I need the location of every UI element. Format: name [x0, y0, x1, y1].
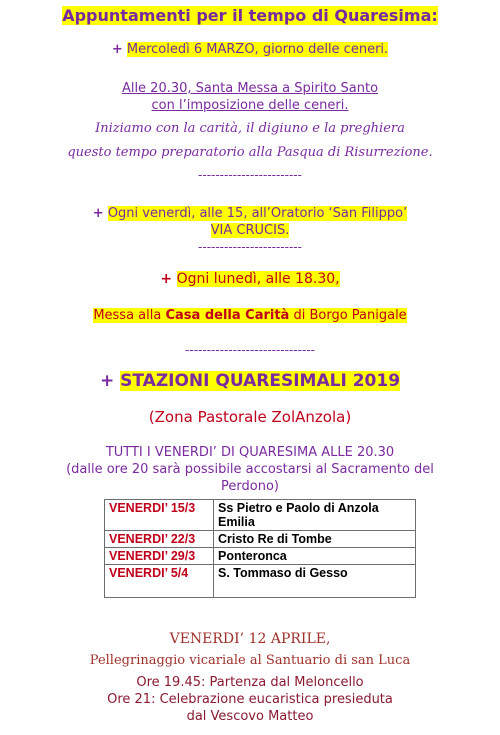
station-day: VENERDI’ 15/3	[105, 500, 214, 531]
table-row	[105, 548, 416, 565]
plus-icon: +	[111, 42, 123, 57]
pilgrimage-description: Pellegrinaggio vicariale al Santuario di san Luca	[89, 653, 411, 668]
ash-italic-text: Iniziamo con la carità, il digiuno e la preghiera questo tempo preparatorio alla Pasqua di Risurrezione.	[67, 121, 433, 160]
ash-wednesday-text: Mercoledì 6 MARZO, giorno delle ceneri.	[126, 42, 389, 57]
station-day: VENERDI’ 22/3	[105, 531, 214, 548]
separator: ------------------------	[198, 168, 302, 182]
separator: ------------------------	[198, 240, 302, 254]
stations-info: TUTTI I VENERDI’ DI QUARESIMA ALLE 20.30 (dalle ore 20 sarà possibile accostarsi al Sacramento del Perdono)	[66, 445, 434, 494]
ash-mass-info: Alle 20.30, Santa Messa a Spirito Santo con l’imposizione delle ceneri.	[121, 81, 379, 113]
monday-mass-line: Messa alla Casa della Carità di Borgo Panigale	[93, 308, 407, 323]
table-row	[105, 565, 416, 598]
pilgrimage-date: VENERDI’ 12 APRILE,	[169, 631, 331, 647]
stations-table	[104, 499, 416, 598]
station-place: S. Tommaso di Gesso	[214, 565, 416, 598]
plus-icon: +	[99, 371, 115, 391]
stations-title: + STAZIONI QUARESIMALI 2019	[99, 371, 401, 391]
plus-icon: +	[160, 271, 173, 287]
ash-wednesday-line	[0, 42, 500, 57]
station-day: VENERDI’ 5/4	[105, 565, 214, 598]
station-place: Cristo Re di Tombe	[214, 531, 416, 548]
friday-via-crucis: + Ogni venerdì, alle 15, all’Oratorio ‘San Filippo’ VIA CRUCIS.	[92, 206, 408, 238]
monday-line: + Ogni lunedì, alle 18.30,	[160, 271, 340, 287]
table-row	[105, 500, 416, 531]
station-place: Ponteronca	[214, 548, 416, 565]
plus-icon: +	[92, 206, 104, 221]
table-row	[105, 531, 416, 548]
station-day: VENERDI’ 29/3	[105, 548, 214, 565]
pilgrimage-schedule: Ore 19.45: Partenza dal Meloncello Ore 21: Celebrazione eucaristica presieduta dal Vescovo Matteo	[107, 675, 393, 724]
page-title: Appuntamenti per il tempo di Quaresima:	[62, 6, 438, 25]
station-place: Ss Pietro e Paolo di Anzola Emilia	[214, 500, 416, 531]
separator: ------------------------------	[185, 343, 315, 357]
pastoral-zone: (Zona Pastorale ZolAnzola)	[148, 408, 352, 426]
